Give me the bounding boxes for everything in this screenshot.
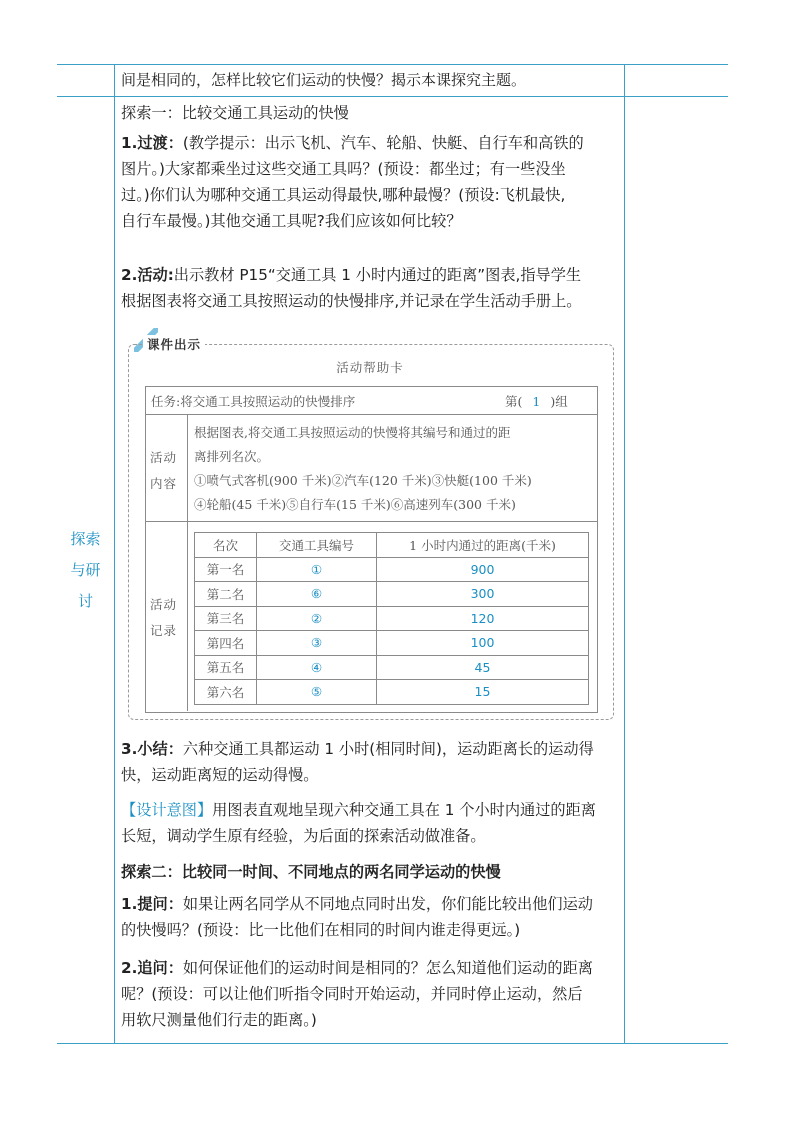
text-line: 用图表直观地呈现六种交通工具在 1 个小时内通过的距离	[212, 801, 596, 819]
design-intent	[121, 797, 617, 849]
distance-cell: 15	[377, 680, 589, 705]
text-line: ④轮船(45 千米)⑤自行车(15 千米)⑥高速列车(300 千米)	[194, 497, 516, 512]
record-label	[150, 592, 177, 644]
vehicle-number-cell: ②	[257, 606, 377, 631]
column-header: 名次	[195, 533, 257, 558]
label-line: 活动	[150, 450, 178, 465]
rank-cell: 第一名	[195, 557, 257, 582]
explore2-heading: 探索二：比较同一时间、不同地点的两名同学运动的快慢	[121, 863, 501, 881]
item-label: 2.活动:	[121, 266, 174, 284]
vehicle-number-cell: ④	[257, 655, 377, 680]
content-label	[150, 445, 177, 497]
rank-cell: 第二名	[195, 582, 257, 607]
item-label: 1.提问：	[121, 895, 183, 913]
vehicle-number-cell: ⑥	[257, 582, 377, 607]
explore1-item2	[121, 262, 617, 314]
table-row	[195, 582, 589, 607]
explore1-heading: 探索一：比较交通工具运动的快慢	[121, 104, 349, 122]
group-value: 1	[532, 394, 541, 409]
top-row-text: 间是相同的，怎样比较它们运动的快慢？揭示本课探究主题。	[121, 71, 527, 89]
vehicle-number-cell: ①	[257, 557, 377, 582]
design-intent-label: 【设计意图】	[121, 801, 213, 819]
grid-divider	[145, 521, 597, 522]
text-line: 快，运动距离短的运动得慢。	[121, 766, 319, 784]
group-prefix: 第(	[505, 394, 523, 409]
column-header: 1 小时内通过的距离(千米)	[377, 533, 589, 558]
item-label: 2.追问：	[121, 959, 183, 977]
task-text: 任务:将交通工具按照运动的快慢排序	[151, 394, 356, 409]
table-col-divider-right	[624, 64, 625, 1044]
label-line: 记录	[150, 623, 178, 638]
vehicle-number-cell: ⑤	[257, 680, 377, 705]
vehicle-number-cell: ③	[257, 631, 377, 656]
distance-cell: 45	[377, 655, 589, 680]
distance-cell: 100	[377, 631, 589, 656]
label-line: 内容	[150, 476, 178, 491]
text-line: 用软尺测量他们行走的距离。)	[121, 1011, 317, 1029]
text-line: 根据图表将交通工具按照运动的快慢排序,并记录在学生活动手册上。	[121, 292, 582, 310]
item-label: 1.过渡：	[121, 134, 183, 152]
record-table	[194, 532, 589, 705]
content-text	[194, 421, 532, 517]
text-line: (教学提示：出示飞机、汽车、轮船、快艇、自行车和高铁的	[182, 134, 584, 152]
distance-cell: 300	[377, 582, 589, 607]
table-row	[195, 655, 589, 680]
table-bottom-rule	[57, 1043, 728, 1044]
text-line: 自行车最慢。)其他交通工具呢?我们应该如何比较？	[121, 212, 462, 230]
sidebar-label-line: 探索	[70, 530, 101, 548]
grid-divider	[145, 414, 597, 415]
item-label: 3.小结：	[121, 740, 183, 758]
group-suffix: )组	[550, 394, 568, 409]
label-line: 活动	[150, 597, 178, 612]
text-line: 如果让两名同学从不同地点同时出发，你们能比较出他们运动	[182, 895, 593, 913]
table-row	[195, 557, 589, 582]
distance-cell: 900	[377, 557, 589, 582]
text-line: 过。)你们认为哪种交通工具运动得最快,哪种最慢？(预设:飞机最快,	[121, 186, 566, 204]
text-line: 如何保证他们的运动时间是相同的？怎么知道他们运动的距离	[182, 959, 593, 977]
table-col-divider-left	[114, 64, 115, 1044]
text-line: ①喷气式客机(900 千米)②汽车(120 千米)③快艇(100 千米)	[194, 473, 532, 488]
table-top-rule	[57, 64, 728, 65]
text-line: 图片。)大家都乘坐过这些交通工具吗？(预设：都坐过；有一些没坐	[121, 160, 566, 178]
rank-cell: 第五名	[195, 655, 257, 680]
explore2-item1	[121, 891, 617, 943]
distance-cell: 120	[377, 606, 589, 631]
table-row-divider	[57, 96, 728, 97]
table-header-row	[195, 533, 589, 558]
text-line: 六种交通工具都运动 1 小时(相同时间)，运动距离长的运动得	[182, 740, 594, 758]
sidebar-label-line: 讨	[77, 592, 93, 610]
text-line: 根据图表,将交通工具按照运动的快慢将其编号和通过的距	[194, 425, 511, 440]
card-tab-label: 课件出示	[143, 335, 205, 353]
card-title: 活动帮助卡	[336, 360, 404, 375]
text-line: 出示教材 P15“交通工具 1 小时内通过的距离”图表,指导学生	[173, 266, 582, 284]
explore1-item1	[121, 130, 617, 234]
rank-cell: 第三名	[195, 606, 257, 631]
grid-col-divider	[187, 414, 188, 711]
rank-cell: 第四名	[195, 631, 257, 656]
sidebar-label	[57, 524, 114, 617]
sidebar-label-line: 与研	[70, 561, 101, 579]
group-number	[505, 392, 568, 410]
summary	[121, 736, 617, 788]
explore2-item2	[121, 955, 617, 1033]
rank-cell: 第六名	[195, 680, 257, 705]
table-row	[195, 606, 589, 631]
text-line: 离排列名次。	[194, 449, 270, 464]
table-row	[195, 680, 589, 705]
column-header: 交通工具编号	[257, 533, 377, 558]
table-row	[195, 631, 589, 656]
text-line: 呢？(预设：可以让他们听指令同时开始运动，并同时停止运动，然后	[121, 985, 583, 1003]
text-line: 的快慢吗？(预设：比一比他们在相同的时间内谁走得更远。)	[121, 921, 521, 939]
text-line: 长短，调动学生原有经验，为后面的探索活动做准备。	[121, 827, 486, 845]
